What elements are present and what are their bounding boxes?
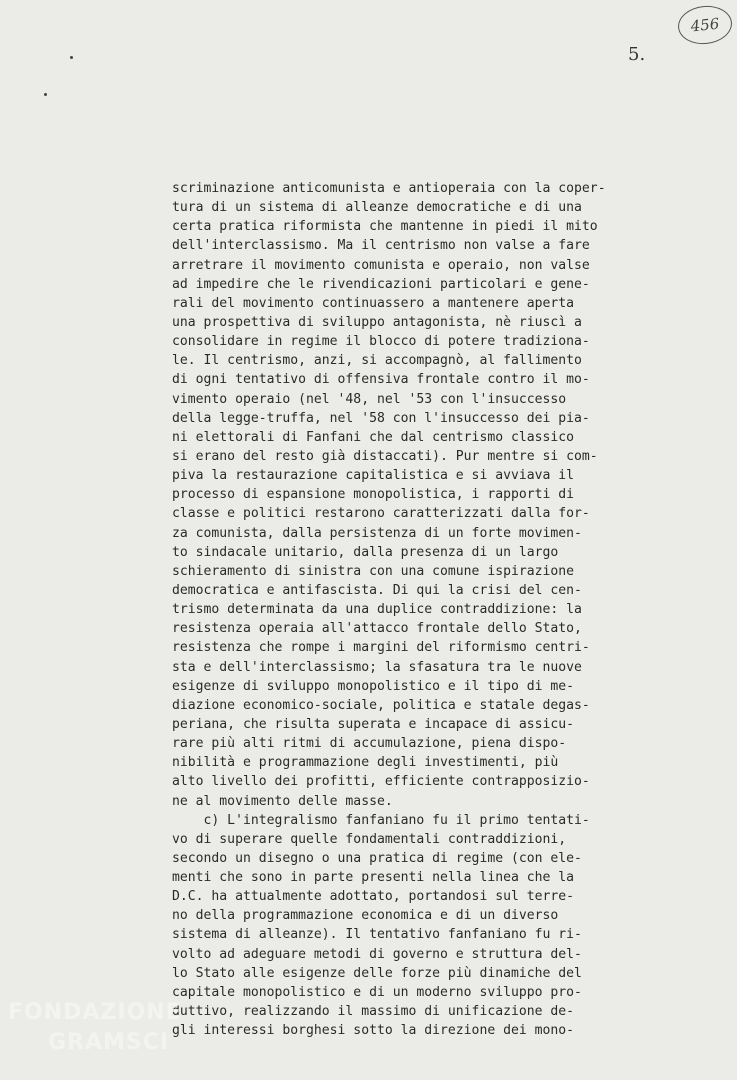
text-line: scriminazione anticomunista e antioperaia con la coper- [172, 181, 606, 196]
text-line: secondo un disegno o una pratica di regime (con ele- [172, 850, 582, 866]
text-line: c) L'integralismo fanfaniano fu il primo tentati- [172, 812, 590, 828]
text-line: piva la restaurazione capitalistica e si avviava il [172, 468, 575, 484]
text-line: nibilità e programmazione degli investimenti, più [172, 755, 559, 771]
text-line: arretrare il movimento comunista e operaio, non valse [172, 257, 590, 273]
text-line: processo di espansione monopolistica, i rapporti di [172, 487, 575, 503]
text-line: no della programmazione economica e di un diverso [172, 908, 559, 924]
text-line: schieramento di sinistra con una comune ispirazione [172, 563, 575, 579]
text-line: periana, che risulta superata e incapace di assicu- [172, 716, 575, 732]
page-number: 5. [628, 44, 646, 65]
text-line: classe e politici restarono caratterizzati dalla for- [172, 506, 590, 522]
text-line: sistema di alleanze). Il tentativo fanfaniano fu ri- [172, 927, 582, 943]
watermark-logo [8, 998, 238, 1058]
text-line: ad impedire che le rivendicazioni particolari e gene- [172, 276, 590, 292]
text-line: za comunista, dalla persistenza di un forte movimen- [172, 525, 582, 541]
text-line: rali del movimento continuassero a mantenere aperta [172, 295, 575, 311]
text-line: trismo determinata da una duplice contraddizione: la [172, 602, 582, 618]
text-line: menti che sono in parte presenti nella linea che la [172, 870, 575, 886]
text-line: vo di superare quelle fondamentali contraddizioni, [172, 831, 567, 847]
text-line: certa pratica riformista che mantenne in piedi il mito [172, 219, 598, 235]
text-line: ni elettorali di Fanfani che dal centrismo classico [172, 429, 575, 445]
text-line: gli interessi borghesi sotto la direzione dei mono- [172, 1023, 575, 1039]
text-line: di ogni tentativo di offensiva frontale contro il mo- [172, 372, 590, 388]
text-line: democratica e antifascista. Di qui la crisi del cen- [172, 582, 582, 598]
text-line: esigenze di sviluppo monopolistico e il tipo di me- [172, 678, 575, 694]
text-line: tura di un sistema di alleanze democratiche e di una [172, 200, 582, 216]
paper-speck [44, 93, 47, 96]
text-line: resistenza che rompe i margini del riformismo centri- [172, 640, 590, 656]
text-line: alto livello dei profitti, efficiente contrapposizio- [172, 774, 590, 790]
text-line: le. Il centrismo, anzi, si accompagnò, al fallimento [172, 353, 582, 369]
text-line: della legge-truffa, nel '58 con l'insuccesso dei pia- [172, 410, 590, 426]
text-line: ne al movimento delle masse. [172, 793, 393, 809]
text-line: resistenza operaia all'attacco frontale dello Stato, [172, 621, 582, 637]
text-line: rare più alti ritmi di accumulazione, piena dispo- [172, 736, 567, 752]
archive-number-stamp: 456 [676, 3, 734, 46]
text-line: sta e dell'interclassismo; la sfasatura tra le nuove [172, 659, 582, 675]
text-line: dell'interclassismo. Ma il centrismo non valse a fare [172, 238, 590, 254]
watermark-line-2: GRAMSCI [48, 1030, 170, 1055]
text-line: diazione economico-sociale, politica e statale degas- [172, 697, 590, 713]
text-line: consolidare in regime il blocco di potere tradiziona- [172, 334, 590, 350]
text-line: to sindacale unitario, dalla presenza di un largo [172, 544, 559, 560]
text-line: una prospettiva di sviluppo antagonista, nè riuscì a [172, 314, 582, 330]
text-line: vimento operaio (nel '48, nel '53 con l'insuccesso [172, 391, 567, 407]
text-line: volto ad adeguare metodi di governo e struttura del- [172, 946, 582, 962]
paper-speck [70, 56, 73, 59]
watermark-line-1: FONDAZIONE [8, 1000, 182, 1025]
text-line: si erano del resto già distaccati). Pur mentre si com- [172, 448, 598, 464]
text-line: D.C. ha attualmente adottato, portandosi sul terre- [172, 889, 575, 905]
text-line: capitale monopolistico e di un moderno sviluppo pro- [172, 984, 582, 1000]
text-line: lo Stato alle esigenze delle forze più dinamiche del [172, 965, 582, 981]
body-text [172, 179, 672, 1040]
text-line: duttivo, realizzando il massimo di unificazione de- [172, 1004, 575, 1020]
